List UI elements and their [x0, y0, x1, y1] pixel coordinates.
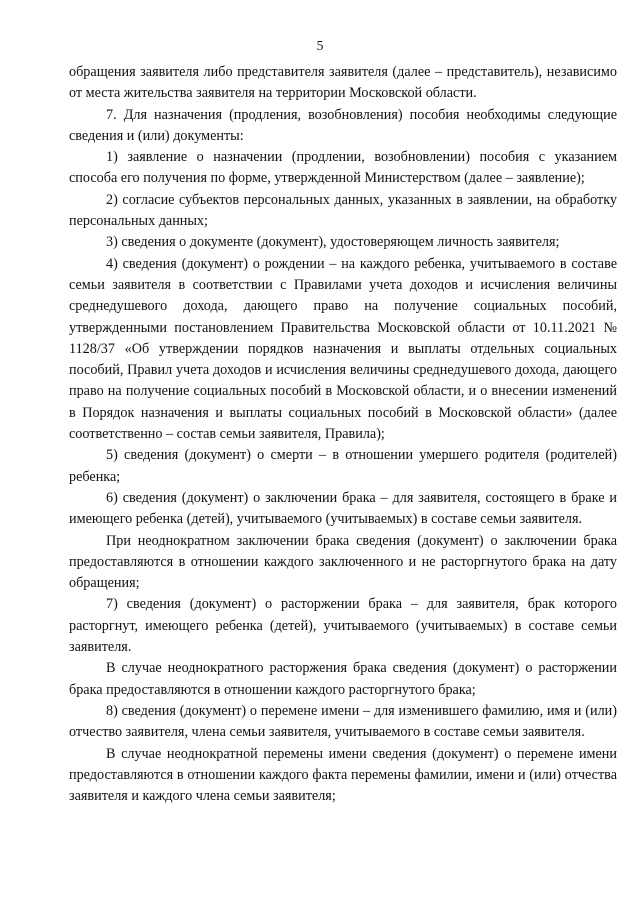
- list-item-2: 2) согласие субъектов персональных данных, указанных в заявлении, на обработку персональных данных;: [69, 191, 617, 230]
- paragraph-name-change-note: В случае неоднократной перемены имени сведения (документ) о перемене имени предоставляются в отношении каждого факта перемены фамилии, имени и (или) отчества заявителя и каждого члена семьи заявителя;: [69, 745, 617, 805]
- list-item-7: 7) сведения (документ) о расторжении брака – для заявителя, брак которого расторгнут, имеющего ребенка (детей), учитываемого (учитываемых) в составе семьи заявителя.: [69, 596, 617, 656]
- list-item-6: 6) сведения (документ) о заключении брака – для заявителя, состоящего в браке и имеющего ребенка (детей), учитываемого (учитываемых) в составе семьи заявителя.: [69, 489, 617, 528]
- list-item-3: 3) сведения о документе (документ), удостоверяющем личность заявителя;: [106, 234, 560, 251]
- paragraph-continuation: обращения заявителя либо представителя заявителя (далее – представитель), независимо от места жительства заявителя на территории Московской области.: [69, 64, 617, 102]
- document-body: [69, 62, 617, 807]
- list-item-5: 5) сведения (документ) о смерти – в отношении умершего родителя (родителей) ребенка;: [69, 447, 617, 485]
- list-item-1: 1) заявление о назначении (продлении, возобновлении) пособия с указанием способа его получения по форме, утвержденной Министерством (далее – заявление);: [69, 149, 617, 187]
- list-item-8: 8) сведения (документ) о перемене имени – для изменившего фамилию, имя и (или) отчество заявителя, члена семьи заявителя, учитываемого в составе семьи заявителя.: [69, 702, 617, 741]
- paragraph-divorce-note: В случае неоднократного расторжения брака сведения (документ) о расторжении брака предоставляются в отношении каждого расторгнутого брака;: [69, 660, 617, 698]
- paragraph-marriage-note: При неоднократном заключении брака сведения (документ) о заключении брака предоставляются в отношении каждого заключенного и не расторгнутого брака на дату обращения;: [69, 532, 617, 592]
- page-number: 5: [316, 38, 324, 53]
- list-item-4: 4) сведения (документ) о рождении – на каждого ребенка, учитываемого в составе семьи заявителя в соответствии с Правилами учета доходов и исчисления величины среднедушевого дохода, дающего право на получение социальных пособий, утвержденными постановлением Правительства Московской области от 10.11.2021 № 1128/37 «Об утверждении порядков назначения и выплаты отдельных социальных пособий, Правил учета доходов и исчисления величины среднедушевого дохода, дающего право на получение социальных пособий в Московской области, и о внесении изменений в Порядок назначения и выплаты социальных пособий в Московской области» (далее соответственно – состав семьи заявителя, Правила);: [69, 255, 617, 443]
- paragraph-item-7: 7. Для назначения (продления, возобновления) пособия необходимы следующие сведения и (или) документы:: [69, 106, 617, 144]
